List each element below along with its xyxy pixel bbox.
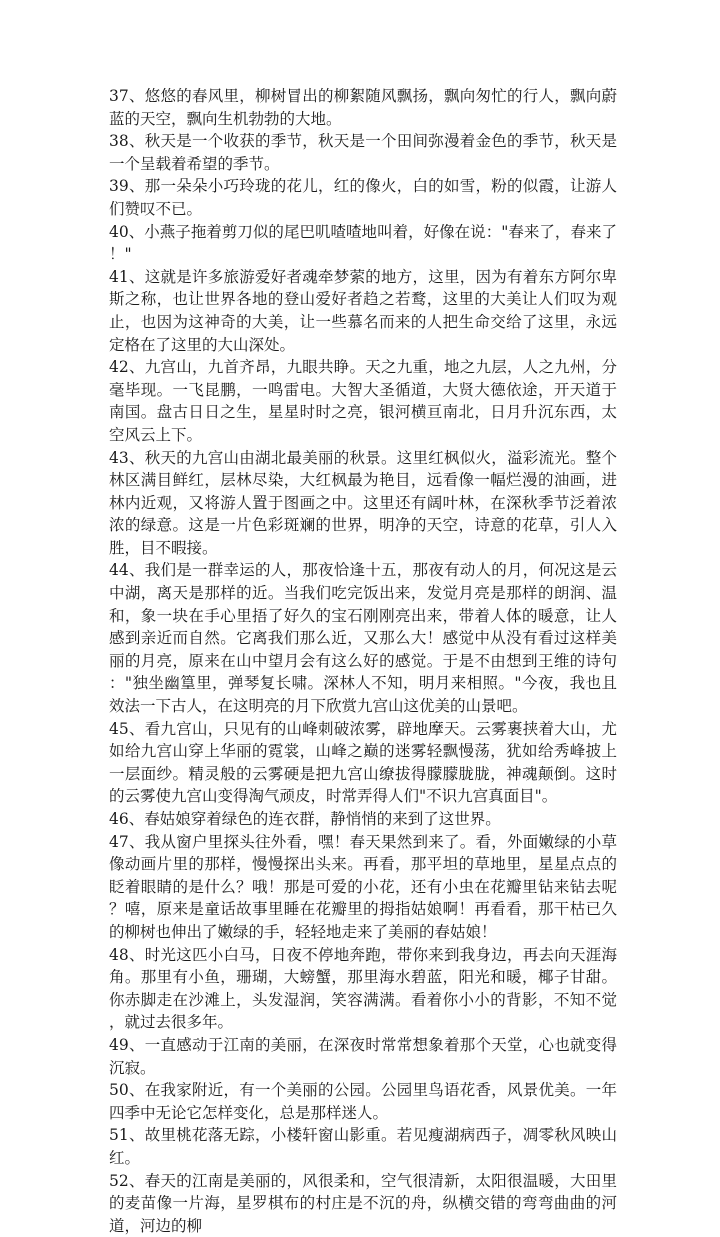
paragraph-45: 45、看九宫山，只见有的山峰刺破浓雾，辟地摩天。云雾裹挟着大山，尤如给九宫山穿上华丽的霓裳，山峰之巅的迷雾轻飘慢荡，犹如给秀峰披上一层面纱。精灵般的云雾硬是把九宫山缭拔得朦朦胧胧，神魂颠倒。这时的云雾使九宫山变得淘气顽皮，时常弄得人们"不识九宫真面目"。 [109,718,617,808]
paragraph-40: 40、小燕子拖着剪刀似的尾巴叽喳喳地叫着，好像在说："春来了，春来了！" [109,221,617,266]
paragraph-50: 50、在我家附近，有一个美丽的公园。公园里鸟语花香，风景优美。一年四季中无论它怎样变化，总是那样迷人。 [109,1079,617,1124]
paragraph-51: 51、故里桃花落无踪，小楼轩窗山影重。若见瘦湖病西子，凋零秋风映山红。 [109,1124,617,1169]
paragraph-37: 37、悠悠的春风里，柳树冒出的柳絮随风飘扬，飘向匆忙的行人，飘向蔚蓝的天空，飘向生机勃勃的大地。 [109,85,617,130]
paragraph-44: 44、我们是一群幸运的人，那夜恰逢十五，那夜有动人的月，何况这是云中湖，离天是那样的近。当我们吃完饭出来，发觉月亮是那样的朗润、温和，象一块在手心里捂了好久的宝石刚刚亮出来，带着人体的暖意，让人感到亲近而自然。它离我们那么近，又那么大！感觉中从没有看过这样美丽的月亮，原来在山中望月会有这么好的感觉。于是不由想到王维的诗句："独坐幽篁里，弹琴复长啸。深林人不知，明月来相照。"今夜，我也且效法一下古人，在这明亮的月下欣赏九宫山这优美的山景吧。 [109,559,617,717]
paragraph-43: 43、秋天的九宫山由湖北最美丽的秋景。这里红枫似火，溢彩流光。整个林区满目鲜红，层林尽染，大红枫最为艳目，远看像一幅烂漫的油画，进林内近观，又将游人置于图画之中。这里还有阔叶林，在深秋季节泛着浓浓的绿意。这是一片色彩斑斓的世界，明净的天空，诗意的花草，引人入胜，目不暇接。 [109,447,617,560]
paragraph-46: 46、春姑娘穿着绿色的连衣群，静悄悄的来到了这世界。 [109,808,617,831]
paragraph-39: 39、那一朵朵小巧玲珑的花儿，红的像火，白的如雪，粉的似霞，让游人们赞叹不已。 [109,175,617,220]
document-body [109,85,617,1237]
paragraph-41: 41、这就是许多旅游爱好者魂牵梦萦的地方，这里，因为有着东方阿尔卑斯之称，也让世界各地的登山爱好者趋之若鹜，这里的大美让人们叹为观止，也因为这神奇的大美，让一些慕名而来的人把生命交给了这里，永远定格在了这里的大山深处。 [109,266,617,356]
paragraph-49: 49、一直感动于江南的美丽，在深夜时常常想象着那个天堂，心也就变得沉寂。 [109,1034,617,1079]
paragraph-48: 48、时光这匹小白马，日夜不停地奔跑，带你来到我身边，再去向天涯海角。那里有小鱼，珊瑚，大螃蟹，那里海水碧蓝，阳光和暖，椰子甘甜。你赤脚走在沙滩上，头发湿润，笑容满满。看着你小小的背影，不知不觉，就过去很多年。 [109,944,617,1034]
paragraph-47: 47、我从窗户里探头往外看，嘿！春天果然到来了。看，外面嫩绿的小草像动画片里的那样，慢慢探出头来。再看，那平坦的草地里，星星点点的眨着眼睛的是什么？哦！那是可爱的小花，还有小虫在花瓣里钻来钻去呢？嘻，原来是童话故事里睡在花瓣里的拇指姑娘啊！再看看，那干枯已久的柳树也伸出了嫩绿的手，轻轻地走来了美丽的春姑娘！ [109,831,617,944]
paragraph-52: 52、春天的江南是美丽的，风很柔和，空气很清新，太阳很温暖，大田里的麦苗像一片海，星罗棋布的村庄是不沉的舟，纵横交错的弯弯曲曲的河道，河边的柳 [109,1170,617,1237]
paragraph-42: 42、九宫山，九首齐昂，九眼共睁。天之九重，地之九层，人之九州，分毫毕现。一飞昆鹏，一鸣雷电。大智大圣循道，大贤大德依途，开天道于南国。盘古日日之生，星星时时之亮，银河横亘南北，日月升沉东西，太空风云上下。 [109,356,617,446]
paragraph-38: 38、秋天是一个收获的季节，秋天是一个田间弥漫着金色的季节，秋天是一个呈载着希望的季节。 [109,130,617,175]
